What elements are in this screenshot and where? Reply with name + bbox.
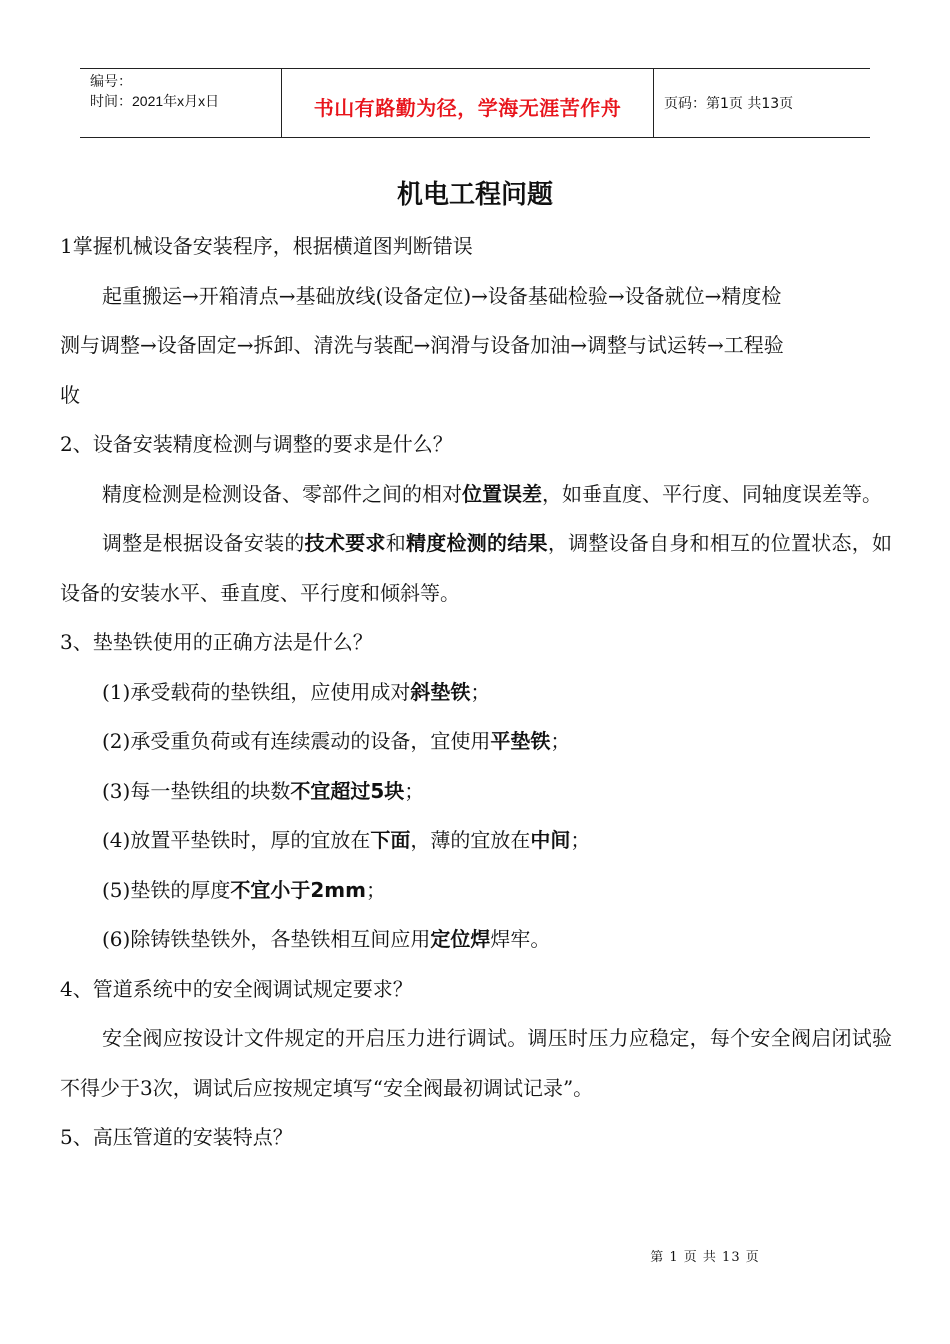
text-span: ，如垂直度、平行度、同轴度误差等。 — [542, 481, 882, 506]
text-span: 调整是根据设备安装的 — [102, 531, 305, 555]
date-label: 时间：2021年x月x日 — [90, 93, 220, 109]
page-info: 页码：第1页 共13页 — [664, 96, 794, 112]
text-span: (6)除铸铁垫铁外，各垫铁相互间应用 — [102, 927, 431, 951]
header-table — [80, 68, 870, 138]
header-motto-cell — [282, 69, 654, 137]
text-span: (4)放置平垫铁时，厚的宜放在 — [102, 828, 371, 852]
emphasis-text: 下面 — [370, 828, 411, 852]
answer-3-item-4 — [60, 816, 892, 866]
emphasis-text: 不宜小于2mm — [230, 877, 366, 902]
emphasis-text: 位置误差 — [462, 481, 542, 506]
text-span: ； — [404, 778, 425, 803]
emphasis-text: 中间 — [530, 828, 571, 852]
text-span: 焊牢。 — [490, 927, 551, 951]
emphasis-text: 不宜超过5块 — [290, 778, 405, 803]
text-span: 和 — [385, 531, 406, 555]
answer-1-line-2: 测与调整→设备固定→拆卸、清洗与装配→润滑与设备加油→调整与试运转→工程验 — [60, 333, 784, 357]
header-page-cell — [654, 69, 870, 137]
header-info-cell — [80, 69, 282, 137]
question-3: 3、垫垫铁使用的正确方法是什么？ — [60, 630, 373, 654]
document-title: 机电工程问题 — [396, 180, 553, 210]
question-5: 5、高压管道的安装特点？ — [60, 1125, 293, 1149]
answer-3-item-2 — [60, 717, 892, 767]
number-label: 编号： — [90, 73, 132, 89]
answer-2-paragraph-2 — [60, 519, 892, 618]
answer-3-item-5 — [60, 866, 892, 916]
emphasis-text: 斜垫铁 — [410, 679, 471, 704]
footer-page-number: 第 1 页 共 13 页 — [650, 1250, 760, 1265]
text-span: ； — [570, 828, 591, 852]
question-1: 1掌握机械设备安装程序，根据横道图判断错误 — [60, 234, 473, 258]
answer-3-item-3 — [60, 767, 892, 817]
text-span: ； — [470, 679, 491, 704]
answer-2-paragraph-1 — [60, 470, 892, 520]
text-span: 精度检测是检测设备、零部件之间的相对 — [102, 481, 462, 506]
text-span: ； — [365, 877, 386, 902]
emphasis-text: 技术要求 — [304, 531, 386, 555]
answer-3-item-1 — [60, 668, 892, 718]
motto-text: 书山有路勤为径，学海无涯苦作舟 — [313, 95, 622, 120]
question-2: 2、设备安装精度检测与调整的要求是什么？ — [60, 432, 453, 456]
text-span: ，调整设备自身和相互的位置状态，如设备的安装水平、垂直度、平行度和倾斜等。 — [60, 531, 893, 605]
emphasis-text: 精度检测的结果 — [405, 531, 548, 555]
answer-4-paragraph: 安全阀应按设计文件规定的开启压力进行调试。调压时压力应稳定，每个安全阀启闭试验不得少于3次，调试后应按规定填写“安全阀最初调试记录”。 — [60, 1026, 892, 1100]
page-footer — [0, 1246, 950, 1265]
emphasis-text: 平垫铁 — [490, 729, 551, 753]
text-span: (3)每一垫铁组的块数 — [102, 778, 291, 803]
text-span: (2)承受重负荷或有连续震动的设备，宜使用 — [102, 729, 491, 753]
text-span: (1)承受载荷的垫铁组，应使用成对 — [102, 679, 411, 704]
text-span: ； — [550, 729, 571, 753]
question-4: 4、管道系统中的安全阀调试规定要求？ — [60, 976, 413, 1001]
document-body — [60, 222, 892, 1163]
answer-1-line-1: 起重搬运→开箱清点→基础放线(设备定位)→设备基础检验→设备就位→精度检 — [102, 283, 782, 308]
text-span: (5)垫铁的厚度 — [102, 877, 231, 902]
answer-3-item-6 — [60, 915, 892, 965]
emphasis-text: 定位焊 — [430, 927, 491, 951]
answer-1-line-3: 收 — [60, 382, 80, 407]
text-span: ，薄的宜放在 — [410, 828, 531, 852]
